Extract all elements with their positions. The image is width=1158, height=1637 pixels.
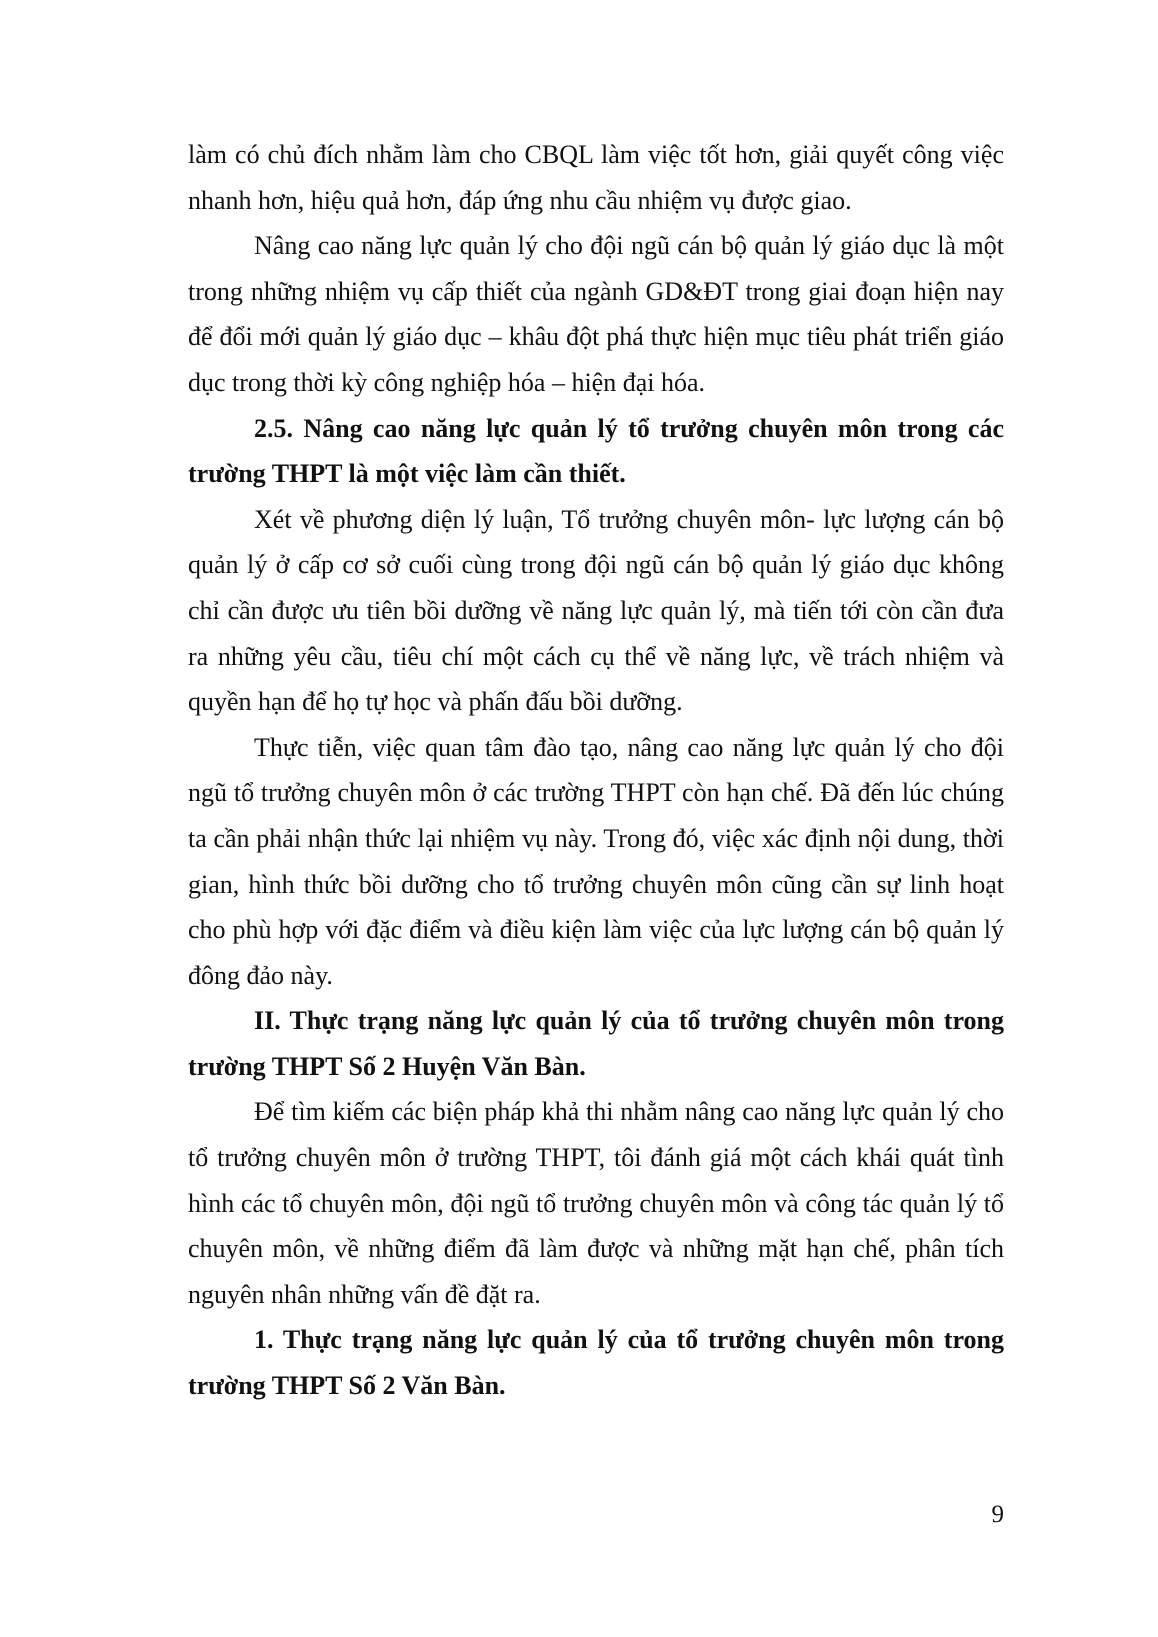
- document-body: [188, 132, 1004, 1409]
- paragraph-assessment: Để tìm kiếm các biện pháp khả thi nhằm nâng cao năng lực quản lý cho tổ trưởng chuyên môn ở trường THPT, tôi đánh giá một cách khái quát tình hình các tổ chuyên môn, đội ngũ tổ trưởng chuyên môn và công tác quản lý tổ chuyên môn, về những điểm đã làm được và những mặt hạn chế, phân tích nguyên nhân những vấn đề đặt ra.: [188, 1097, 1004, 1309]
- paragraph-continuation: làm có chủ đích nhằm làm cho CBQL làm việc tốt hơn, giải quyết công việc nhanh hơn, hiệu quả hơn, đáp ứng nhu cầu nhiệm vụ được giao.: [188, 140, 1004, 215]
- section-heading-2-5: 2.5. Nâng cao năng lực quản lý tổ trưởng chuyên môn trong các trường THPT là một việc làm cần thiết.: [188, 413, 1004, 489]
- paragraph-capacity-improvement: Nâng cao năng lực quản lý cho đội ngũ cán bộ quản lý giáo dục là một trong những nhiệm vụ cấp thiết của ngành GD&ĐT trong giai đoạn hiện nay để đổi mới quản lý giáo dục – khâu đột phá thực hiện mục tiêu phát triển giáo dục trong thời kỳ công nghiệp hóa – hiện đại hóa.: [188, 231, 1004, 397]
- section-heading-ii: II. Thực trạng năng lực quản lý của tổ trưởng chuyên môn trong trường THPT Số 2 Huyện Văn Bàn.: [188, 1006, 1004, 1081]
- paragraph-theory: Xét về phương diện lý luận, Tổ trưởng chuyên môn- lực lượng cán bộ quản lý ở cấp cơ sở cuối cùng trong đội ngũ cán bộ quản lý giáo dục không chỉ cần được ưu tiên bồi dưỡng về năng lực quản lý, mà tiến tới còn cần đưa ra những yêu cầu, tiêu chí một cách cụ thể về năng lực, về trách nhiệm và quyền hạn để họ tự học và phấn đấu bồi dưỡng.: [188, 504, 1004, 717]
- page-number: 9: [991, 1501, 1004, 1528]
- paragraph-practice: Thực tiễn, việc quan tâm đào tạo, nâng cao năng lực quản lý cho đội ngũ tổ trưởng chuyên môn ở các trường THPT còn hạn chế. Đã đến lúc chúng ta cần phải nhận thức lại nhiệm vụ này. Trong đó, việc xác định nội dung, thời gian, hình thức bồi dưỡng cho tổ trưởng chuyên môn cũng cần sự linh hoạt cho phù hợp với đặc điểm và điều kiện làm việc của lực lượng cán bộ quản lý đông đảo này.: [188, 732, 1004, 990]
- section-heading-1: 1. Thực trạng năng lực quản lý của tổ trưởng chuyên môn trong trường THPT Số 2 Văn Bàn.: [188, 1325, 1004, 1401]
